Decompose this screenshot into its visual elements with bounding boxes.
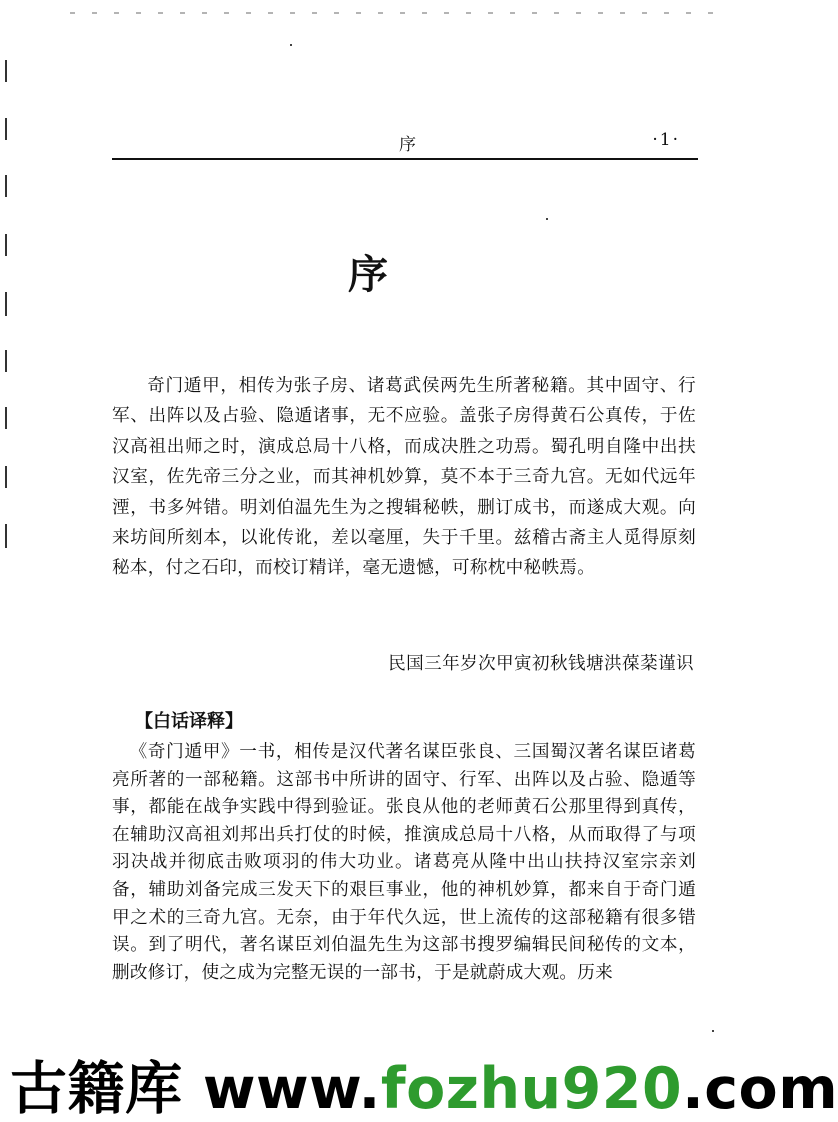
preface-signature: 民国三年岁次甲寅初秋钱塘洪葆棻谨识 <box>388 654 694 674</box>
translation-paragraph: 《奇门遁甲》一书，相传是汉代著名谋臣张良、三国蜀汉著名谋臣诸葛亮所著的一部秘籍。这部书中所讲的固守、行军、出阵以及占验、隐遁等事，都能在战争实践中得到验证。张良从他的老师黄石公那里得到真传，在辅助汉高祖刘邦出兵打仗的时候，推演成总局十八格，从而取得了与项羽决战并彻底击败项羽的伟大功业。诸葛亮从隆中出山扶持汉室宗亲刘备，辅助刘备完成三发天下的艰巨事业，他的神机妙算，都来自于奇门遁甲之术的三奇九宫。无奈，由于年代久远，世上流传的这部秘籍有很多错误。到了明代，著名谋臣刘伯温先生为这部书搜罗编辑民间秘传的文本，删改修订，使之成为完整无误的一部书，于是就蔚成大观。历来 <box>112 742 696 983</box>
watermark-prefix: 古籍库 www. <box>10 1056 381 1122</box>
preface-paragraph: 奇门遁甲，相传为张子房、诸葛武侯两先生所著秘籍。其中固守、行军、出阵以及占验、隐遁诸事，无不应验。盖张子房得黄石公真传，于佐汉高祖出师之时，演成总局十八格，而成决胜之功焉。蜀孔明自隆中出扶汉室，佐先帝三分之业，而其神机妙算，莫不本于三奇九宫。无如代远年湮，书多舛错。明刘伯温先生为之搜辑秘帙，删订成书，而遂成大观。向来坊间所刻本，以讹传讹，差以毫厘，失于千里。兹稽古斋主人觅得原刻秘本，付之石印，而校订精详，毫无遗憾，可称枕中秘帙焉。 <box>112 376 696 579</box>
scan-edge-mark <box>5 175 7 197</box>
scan-edge-mark <box>5 350 7 372</box>
scan-edge-mark <box>5 524 7 548</box>
watermark-suffix: .com <box>682 1056 838 1122</box>
translation-heading: 【白话译释】 <box>135 711 243 732</box>
scan-edge-mark <box>5 466 7 488</box>
running-header <box>112 128 698 158</box>
running-title: 序 <box>399 135 416 155</box>
scan-speck <box>290 44 292 46</box>
watermark-domain: fozhu920 <box>380 1056 683 1122</box>
scan-speck <box>712 1030 714 1032</box>
scan-speck <box>546 218 548 220</box>
scan-noise-top <box>70 12 720 14</box>
chapter-title: 序 <box>348 251 388 298</box>
page-number: ·1· <box>652 130 680 150</box>
scan-edge-mark <box>5 407 7 429</box>
header-rule <box>112 158 698 160</box>
scan-edge-mark <box>5 60 7 82</box>
scan-edge-mark <box>5 118 7 140</box>
site-watermark <box>10 1056 838 1122</box>
